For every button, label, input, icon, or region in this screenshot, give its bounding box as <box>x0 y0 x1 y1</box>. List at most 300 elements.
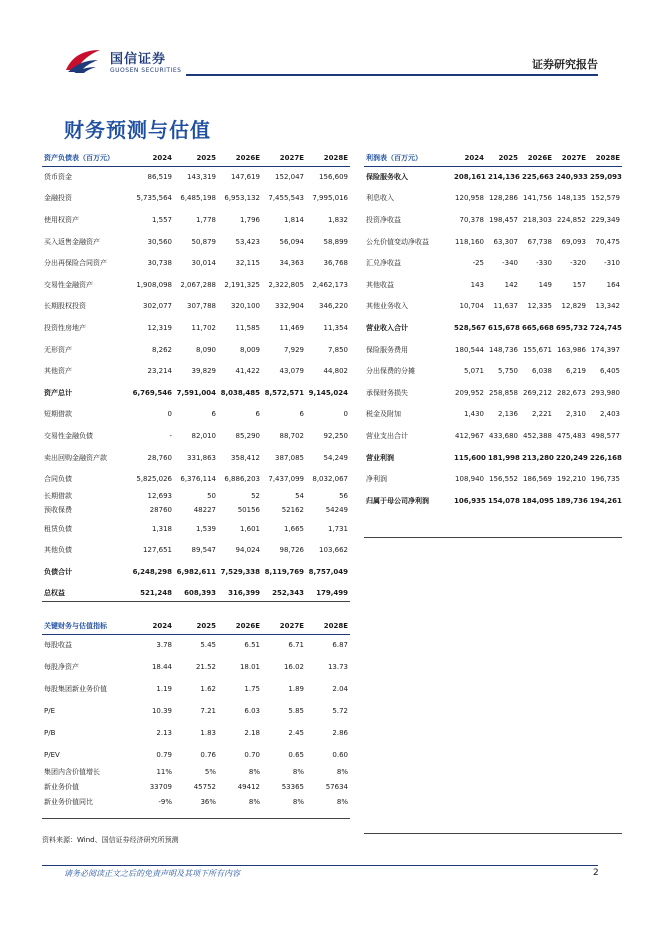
cell-value: 33709 <box>149 783 172 791</box>
cell-value: 36% <box>200 798 216 806</box>
key-metrics-bottom-rule <box>42 818 350 819</box>
cell-value: 7,929 <box>283 345 304 354</box>
cell-value: 43,079 <box>279 367 304 376</box>
cell-value: 143 <box>470 280 484 289</box>
cell-value: 49412 <box>237 783 260 791</box>
cell-value: 50 <box>207 491 216 500</box>
cell-value: 108,940 <box>455 475 484 484</box>
table-row <box>42 656 350 678</box>
cell-value: 32,115 <box>235 259 260 268</box>
guosen-logo-icon <box>64 46 102 74</box>
row-label: 净利润 <box>366 475 387 484</box>
cell-value: 259,093 <box>590 173 622 182</box>
row-label: 每股集团新业务价值 <box>44 685 107 693</box>
cell-value: 1,908,098 <box>136 280 172 289</box>
cell-value: 67,738 <box>527 237 552 246</box>
table-row <box>42 209 350 231</box>
cell-value: 52 <box>251 491 260 500</box>
cell-value: 1.75 <box>244 685 260 693</box>
cell-value: 282,673 <box>557 388 586 397</box>
data-source-note: 资料来源：Wind、国信证券经济研究所预测 <box>42 836 179 844</box>
table-row <box>42 634 350 656</box>
row-label: 营业支出合计 <box>366 431 408 440</box>
cell-value: 608,393 <box>184 589 216 598</box>
cell-value: 8% <box>336 768 348 776</box>
cell-value: 0 <box>343 410 348 419</box>
cell-value: 44,802 <box>323 367 348 376</box>
table-title: 关键财务与估值指标 <box>42 618 130 634</box>
cell-value: 1,814 <box>283 215 304 224</box>
cell-value: 8% <box>248 798 260 806</box>
cell-value: 6,953,132 <box>224 194 260 203</box>
cell-value: -340 <box>502 259 518 268</box>
cell-value: 156,609 <box>319 173 348 182</box>
table-row <box>364 404 622 426</box>
right-column-bottom-rule <box>364 833 622 834</box>
cell-value: 11,354 <box>323 323 348 332</box>
table-row <box>42 296 350 318</box>
cell-value: 181,998 <box>488 453 520 462</box>
year-header: 2026E <box>218 618 262 634</box>
cell-value: 6,038 <box>531 367 552 376</box>
cell-value: 433,680 <box>489 431 518 440</box>
cell-value: 157 <box>572 280 586 289</box>
cell-value: 18.01 <box>239 663 260 671</box>
disclaimer-text: 请务必阅读正文之后的免责声明及其项下所有内容 <box>64 869 240 878</box>
cell-value: 143,319 <box>187 173 216 182</box>
cell-value: 226,168 <box>590 453 622 462</box>
cell-value: 13.73 <box>327 663 348 671</box>
cell-value: 7,850 <box>327 345 348 354</box>
table-row <box>364 209 622 231</box>
year-header: 2028E <box>588 150 622 166</box>
cell-value: 30,560 <box>147 237 172 246</box>
report-type: 证券研究报告 <box>532 58 598 71</box>
row-label: 新业务价值 <box>44 783 79 791</box>
cell-value: 8,119,769 <box>264 567 304 576</box>
cell-value: 2.18 <box>244 729 260 737</box>
cell-value: 21.52 <box>195 663 216 671</box>
cell-value: 1.62 <box>200 685 216 693</box>
cell-value: -310 <box>604 259 620 268</box>
cell-value: 7,455,543 <box>268 194 304 203</box>
table-row <box>42 796 350 808</box>
cell-value: 5% <box>204 768 216 776</box>
table-row <box>42 778 350 796</box>
cell-value: -320 <box>570 259 586 268</box>
table-row <box>42 404 350 426</box>
cell-value: 98,726 <box>279 546 304 555</box>
cell-value: 45752 <box>193 783 216 791</box>
cell-value: 180,544 <box>455 345 484 354</box>
cell-value: 1,832 <box>327 215 348 224</box>
row-label: 其他资产 <box>44 367 72 376</box>
cell-value: 142 <box>504 280 518 289</box>
cell-value: 82,010 <box>191 431 216 440</box>
row-label: 租赁负债 <box>44 524 72 533</box>
cell-value: 6,485,198 <box>180 194 216 203</box>
cell-value: 258,858 <box>489 388 518 397</box>
cell-value: 5,750 <box>497 367 518 376</box>
cell-value: 724,745 <box>590 323 622 332</box>
cell-value: 11,702 <box>191 323 216 332</box>
table-row <box>42 447 350 469</box>
cell-value: 12,335 <box>527 302 552 311</box>
table-row <box>42 468 350 490</box>
cell-value: 8,038,485 <box>220 388 260 397</box>
cell-value: 70,378 <box>459 215 484 224</box>
cell-value: 307,788 <box>187 302 216 311</box>
table-row <box>364 166 622 188</box>
row-label: 分出保费的分摊 <box>366 367 415 376</box>
year-header: 2028E <box>306 618 350 634</box>
table-row <box>42 766 350 778</box>
cell-value: 6 <box>211 410 216 419</box>
cell-value: 52162 <box>281 505 304 514</box>
cell-value: 5,071 <box>463 367 484 376</box>
row-label: 每股净资产 <box>44 663 79 671</box>
year-header: 2027E <box>554 150 588 166</box>
cell-value: 147,619 <box>231 173 260 182</box>
row-label: 长期借款 <box>44 491 72 500</box>
cell-value: 213,280 <box>522 453 554 462</box>
table-row <box>42 678 350 700</box>
cell-value: 224,852 <box>557 215 586 224</box>
cell-value: 214,136 <box>488 173 520 182</box>
row-label: 汇兑净收益 <box>366 259 401 268</box>
cell-value: 11,469 <box>279 323 304 332</box>
row-label: P/B <box>44 729 56 737</box>
row-label: 金融投资 <box>44 194 72 203</box>
cell-value: 2.13 <box>156 729 172 737</box>
cell-value: 6.71 <box>288 641 304 650</box>
cell-value: - <box>169 431 172 440</box>
cell-value: 6,769,546 <box>132 388 172 397</box>
cell-value: 50,879 <box>191 237 216 246</box>
cell-value: 39,829 <box>191 367 216 376</box>
cell-value: 89,547 <box>191 546 216 555</box>
table-row <box>42 502 350 518</box>
table-row <box>364 339 622 361</box>
cell-value: 8% <box>292 768 304 776</box>
row-label: 公允价值变动净收益 <box>366 237 429 246</box>
cell-value: 10,704 <box>459 302 484 311</box>
table-row <box>42 700 350 722</box>
cell-value: 156,552 <box>489 475 518 484</box>
cell-value: 5.72 <box>332 707 348 715</box>
cell-value: 8% <box>248 768 260 776</box>
cell-value: 252,343 <box>272 589 304 598</box>
cell-value: 229,349 <box>591 215 620 224</box>
table-row <box>364 296 622 318</box>
row-label: 归属于母公司净利润 <box>366 496 429 505</box>
cell-value: 1.89 <box>288 685 304 693</box>
cell-value: 8% <box>292 798 304 806</box>
cell-value: 6 <box>299 410 304 419</box>
table-row <box>42 274 350 296</box>
cell-value: 50156 <box>237 505 260 514</box>
table-header-row <box>364 150 622 166</box>
row-label: 负债合计 <box>44 567 72 576</box>
cell-value: 148,736 <box>489 345 518 354</box>
cell-value: 57634 <box>325 783 348 791</box>
header-divider <box>186 74 598 76</box>
row-label: 无形资产 <box>44 345 72 354</box>
cell-value: 331,863 <box>187 453 216 462</box>
cell-value: 186,569 <box>523 475 552 484</box>
row-label: 其他负债 <box>44 546 72 555</box>
cell-value: 8,572,571 <box>264 388 304 397</box>
cell-value: 5.85 <box>288 707 304 715</box>
cell-value: 2,403 <box>599 410 620 419</box>
table-row <box>42 339 350 361</box>
cell-value: 7,437,099 <box>268 475 304 484</box>
cell-value: 2,322,805 <box>268 280 304 289</box>
footer-divider <box>42 865 598 866</box>
cell-value: 0.65 <box>288 751 304 759</box>
profit-statement-bottom-rule <box>364 537 622 538</box>
cell-value: 7,995,016 <box>312 194 348 203</box>
cell-value: 148,135 <box>557 194 586 203</box>
cell-value: 1,778 <box>195 215 216 224</box>
year-header: 2025 <box>174 150 218 166</box>
row-label: 长期股权投资 <box>44 302 86 311</box>
table-row <box>42 382 350 404</box>
cell-value: 36,768 <box>323 259 348 268</box>
row-label: 保险服务收入 <box>366 173 408 182</box>
cell-value: 1.19 <box>156 685 172 693</box>
cell-value: 69,093 <box>561 237 586 246</box>
cell-value: 475,483 <box>557 431 586 440</box>
row-label: 营业收入合计 <box>366 323 408 332</box>
cell-value: 0.70 <box>244 751 260 759</box>
year-header: 2026E <box>218 150 262 166</box>
cell-value: 358,412 <box>231 453 260 462</box>
row-label: 投资性房地产 <box>44 323 86 332</box>
cell-value: 2.04 <box>332 685 348 693</box>
cell-value: 88,702 <box>279 431 304 440</box>
cell-value: 1,430 <box>463 410 484 419</box>
cell-value: 54 <box>295 491 304 500</box>
cell-value: 521,248 <box>140 589 172 598</box>
page-header <box>0 0 662 80</box>
table-header-row <box>42 618 350 634</box>
cell-value: 6,219 <box>565 367 586 376</box>
table-row <box>42 252 350 274</box>
cell-value: 2,462,173 <box>312 280 348 289</box>
cell-value: 1,557 <box>151 215 172 224</box>
table-row <box>42 490 350 502</box>
table-row <box>42 188 350 210</box>
cell-value: 6.87 <box>332 641 348 650</box>
table-row <box>364 425 622 447</box>
cell-value: 85,290 <box>235 431 260 440</box>
cell-value: 152,047 <box>275 173 304 182</box>
cell-value: 184,095 <box>522 496 554 505</box>
table-header-row <box>42 150 350 166</box>
row-label: 短期借款 <box>44 410 72 419</box>
balance-sheet-bottom-rule <box>42 601 350 602</box>
table-row <box>42 360 350 382</box>
cell-value: 615,678 <box>488 323 520 332</box>
company-name-en: GUOSEN SECURITIES <box>110 67 182 74</box>
cell-value: 6,982,611 <box>176 567 216 576</box>
cell-value: 0.60 <box>332 751 348 759</box>
cell-value: 56,094 <box>279 237 304 246</box>
cell-value: 665,668 <box>522 323 554 332</box>
cell-value: 92,250 <box>323 431 348 440</box>
cell-value: 23,214 <box>147 367 172 376</box>
cell-value: -9% <box>158 798 172 806</box>
cell-value: 0.79 <box>156 751 172 759</box>
cell-value: 128,286 <box>489 194 518 203</box>
cell-value: 316,399 <box>228 589 260 598</box>
cell-value: 2,191,325 <box>224 280 260 289</box>
table-row <box>42 425 350 447</box>
cell-value: 8,757,049 <box>308 567 348 576</box>
cell-value: -25 <box>472 259 484 268</box>
table-row <box>364 188 622 210</box>
table-row <box>42 518 350 540</box>
cell-value: 302,077 <box>143 302 172 311</box>
row-label: 资产总计 <box>44 388 72 397</box>
cell-value: 12,693 <box>147 491 172 500</box>
cell-value: 141,756 <box>523 194 552 203</box>
table-row <box>42 317 350 339</box>
cell-value: 6,376,114 <box>180 475 216 484</box>
row-label: 货币资金 <box>44 173 72 182</box>
year-header: 2027E <box>262 618 306 634</box>
cell-value: 2,067,288 <box>180 280 216 289</box>
row-label: 新业务价值同比 <box>44 798 93 806</box>
row-label: 其他业务收入 <box>366 302 408 311</box>
profit-statement-table <box>364 150 622 512</box>
cell-value: 198,457 <box>489 215 518 224</box>
cell-value: 3.78 <box>156 641 172 650</box>
cell-value: 194,261 <box>590 496 622 505</box>
row-label: 使用权资产 <box>44 215 79 224</box>
cell-value: 528,567 <box>454 323 486 332</box>
table-row <box>364 252 622 274</box>
cell-value: 5,735,564 <box>136 194 172 203</box>
cell-value: 174,397 <box>591 345 620 354</box>
cell-value: 11% <box>156 768 172 776</box>
row-label: 保险服务费用 <box>366 345 408 354</box>
page-title: 财务预测与估值 <box>64 118 211 142</box>
row-label: 集团内含价值增长 <box>44 768 100 776</box>
balance-sheet-table <box>42 150 350 604</box>
cell-value: 8,090 <box>195 345 216 354</box>
row-label: 分出再保险合同资产 <box>44 259 107 268</box>
cell-value: 154,078 <box>488 496 520 505</box>
cell-value: 2.45 <box>288 729 304 737</box>
cell-value: 412,967 <box>455 431 484 440</box>
year-header: 2026E <box>520 150 554 166</box>
cell-value: 53365 <box>281 783 304 791</box>
cell-value: 1,665 <box>283 524 304 533</box>
cell-value: 2,136 <box>497 410 518 419</box>
page-number: 2 <box>593 868 599 878</box>
cell-value: 7.21 <box>200 707 216 715</box>
cell-value: 12,319 <box>147 323 172 332</box>
cell-value: 58,899 <box>323 237 348 246</box>
cell-value: 5.45 <box>200 641 216 650</box>
row-label: P/EV <box>44 751 60 759</box>
cell-value: 7,591,004 <box>176 388 216 397</box>
cell-value: 225,663 <box>522 173 554 182</box>
cell-value: 0 <box>167 410 172 419</box>
table-row <box>364 382 622 404</box>
table-row <box>42 744 350 766</box>
cell-value: 28,760 <box>147 453 172 462</box>
company-name-cn: 国信证券 <box>110 52 167 67</box>
key-metrics-table <box>42 618 350 808</box>
cell-value: 220,249 <box>556 453 588 462</box>
cell-value: 10.39 <box>151 707 172 715</box>
cell-value: 6,405 <box>599 367 620 376</box>
cell-value: 452,388 <box>523 431 552 440</box>
cell-value: 189,736 <box>556 496 588 505</box>
cell-value: 209,952 <box>455 388 484 397</box>
cell-value: 34,363 <box>279 259 304 268</box>
cell-value: 13,342 <box>595 302 620 311</box>
cell-value: 293,980 <box>591 388 620 397</box>
cell-value: 12,829 <box>561 302 586 311</box>
row-label: 每股收益 <box>44 641 72 650</box>
cell-value: 6.03 <box>244 707 260 715</box>
year-header: 2025 <box>174 618 218 634</box>
cell-value: 155,671 <box>523 345 552 354</box>
cell-value: 54249 <box>325 505 348 514</box>
row-label: 合同负债 <box>44 475 72 484</box>
cell-value: 8,009 <box>239 345 260 354</box>
cell-value: 163,986 <box>557 345 586 354</box>
cell-value: 149 <box>538 280 552 289</box>
table-row <box>42 166 350 188</box>
cell-value: 8,262 <box>151 345 172 354</box>
row-label: 买入返售金融资产 <box>44 237 100 246</box>
cell-value: -330 <box>536 259 552 268</box>
year-header: 2025 <box>486 150 520 166</box>
table-row <box>364 317 622 339</box>
table-row <box>364 360 622 382</box>
year-header: 2024 <box>130 618 174 634</box>
cell-value: 56 <box>339 491 348 500</box>
cell-value: 120,958 <box>455 194 484 203</box>
cell-value: 28760 <box>149 505 172 514</box>
cell-value: 30,738 <box>147 259 172 268</box>
table-title: 资产负债表（百万元） <box>42 150 130 166</box>
table-row <box>42 722 350 744</box>
cell-value: 41,422 <box>235 367 260 376</box>
cell-value: 1,539 <box>195 524 216 533</box>
row-label: 总权益 <box>44 589 65 598</box>
cell-value: 179,499 <box>316 589 348 598</box>
cell-value: 106,935 <box>454 496 486 505</box>
row-label: 承保财务损失 <box>366 388 408 397</box>
cell-value: 1,601 <box>239 524 260 533</box>
row-label: 交易性金融负债 <box>44 431 93 440</box>
cell-value: 0.76 <box>200 751 216 759</box>
cell-value: 1,731 <box>327 524 348 533</box>
cell-value: 94,024 <box>235 546 260 555</box>
cell-value: 5,825,026 <box>136 475 172 484</box>
cell-value: 196,735 <box>591 475 620 484</box>
table-row <box>42 231 350 253</box>
cell-value: 346,220 <box>319 302 348 311</box>
table-row <box>42 561 350 583</box>
cell-value: 103,662 <box>319 546 348 555</box>
